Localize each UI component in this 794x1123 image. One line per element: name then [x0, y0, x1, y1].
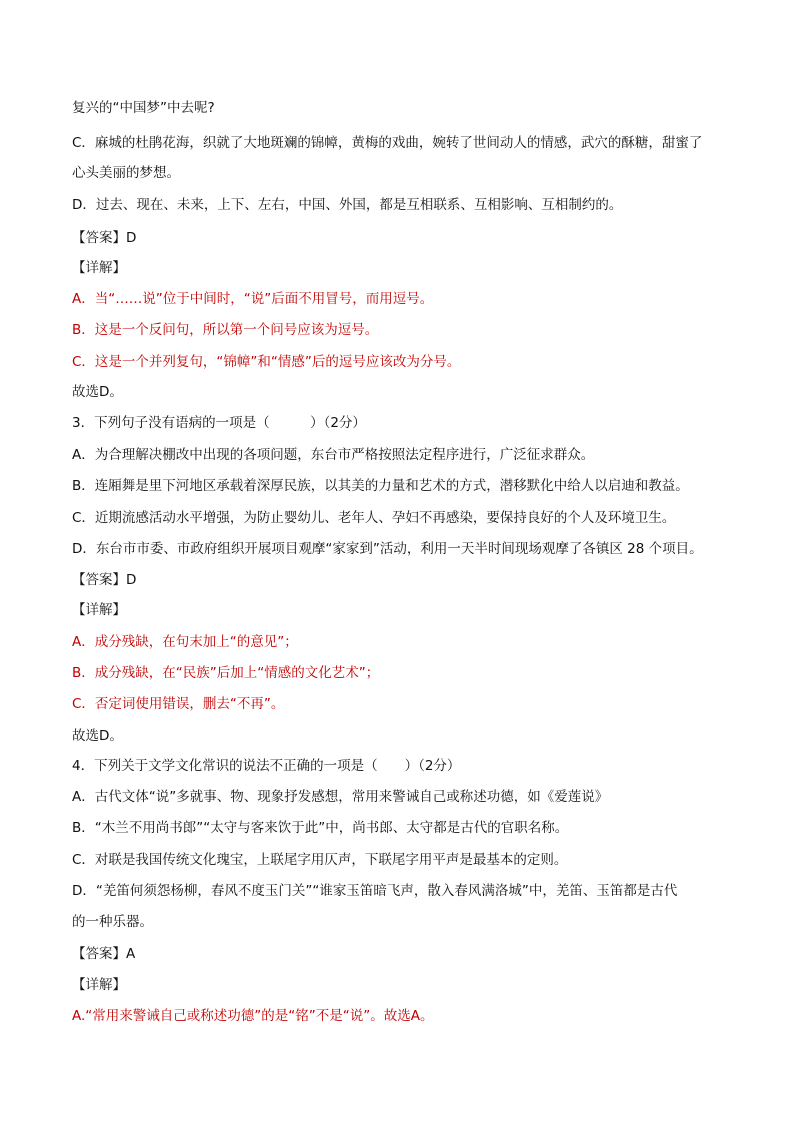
answer-label: 【答案】A	[72, 946, 136, 962]
option-c-line-2: 心头美丽的梦想。	[72, 165, 180, 181]
explanation-b: B．这是一个反问句，所以第一个问号应该为逗号。	[72, 322, 379, 338]
question-3-option-d: D．东台市市委、市政府组织开展项目观摩“家家到”活动，利用一天半时间现场观摩了各镇区 28 个项目。	[72, 541, 703, 557]
explanation-b: B．成分残缺，在“民族”后加上“情感的文化艺术”；	[72, 665, 380, 681]
question-3-option-c: C．近期流感活动水平增强，为防止婴幼儿、老年人、孕妇不再感染，要保持良好的个人及环境卫生。	[72, 510, 676, 526]
explanation-a: A.“常用来警诫自己或称述功德”的是“铭”不是“说”。故选A。	[72, 1008, 434, 1024]
text-line-continuation: 复兴的“中国梦”中去呢?	[72, 100, 215, 116]
option-c-line-1: C．麻城的杜鹃花海，织就了大地斑斓的锦幛，黄梅的戏曲，婉转了世间动人的情感，武穴的酥糖，甜蜜了	[72, 135, 703, 151]
answer-label: 【答案】D	[72, 572, 137, 588]
explanation-c: C．否定词使用错误，删去“不再”。	[72, 696, 285, 712]
detail-label: 【详解】	[72, 977, 126, 993]
conclusion: 故选D。	[72, 384, 123, 400]
question-4-option-c: C．对联是我国传统文化瑰宝，上联尾字用仄声，下联尾字用平声是最基本的定则。	[72, 852, 568, 868]
question-4-option-d-line-2: 的一种乐器。	[72, 914, 153, 930]
question-4-option-d-line-1: D．“羌笛何须怨杨柳，春风不度玉门关”“谁家玉笛暗飞声，散入春风满洛城”中，羌笛、玉笛都是古代	[72, 883, 678, 899]
question-3-option-b: B．连厢舞是里下河地区承载着深厚民族，以其美的力量和艺术的方式，潜移默化中给人以启迪和教益。	[72, 478, 689, 494]
question-4-title: 4．下列关于文学文化常识的说法不正确的一项是（ ）（2分）	[72, 758, 461, 774]
question-3-title: 3．下列句子没有语病的一项是（ ）（2分）	[72, 415, 366, 431]
detail-label: 【详解】	[72, 602, 126, 618]
answer-label: 【答案】D	[72, 230, 137, 246]
detail-label: 【详解】	[72, 260, 126, 276]
option-d-line: D．过去、现在、未来，上下、左右，中国、外国，都是互相联系、互相影响、互相制约的。	[72, 197, 623, 213]
question-4-option-b: B．“木兰不用尚书郎”“太守与客来饮于此”中，尚书郎、太守都是古代的官职名称。	[72, 820, 569, 836]
question-4-option-a: A．古代文体“说”多就事、物、现象抒发感想，常用来警诫自己或称述功德，如《爱莲说》	[72, 789, 609, 805]
explanation-a: A．当“……说”位于中间时，“说”后面不用冒号，而用逗号。	[72, 291, 434, 307]
conclusion: 故选D。	[72, 728, 123, 744]
explanation-c: C．这是一个并列复句，“锦幛”和“情感”后的逗号应该改为分号。	[72, 354, 461, 370]
question-3-option-a: A．为合理解决棚改中出现的各项问题，东台市严格按照法定程序进行，广泛征求群众。	[72, 447, 595, 463]
explanation-a: A．成分残缺，在句末加上“的意见”；	[72, 634, 298, 650]
